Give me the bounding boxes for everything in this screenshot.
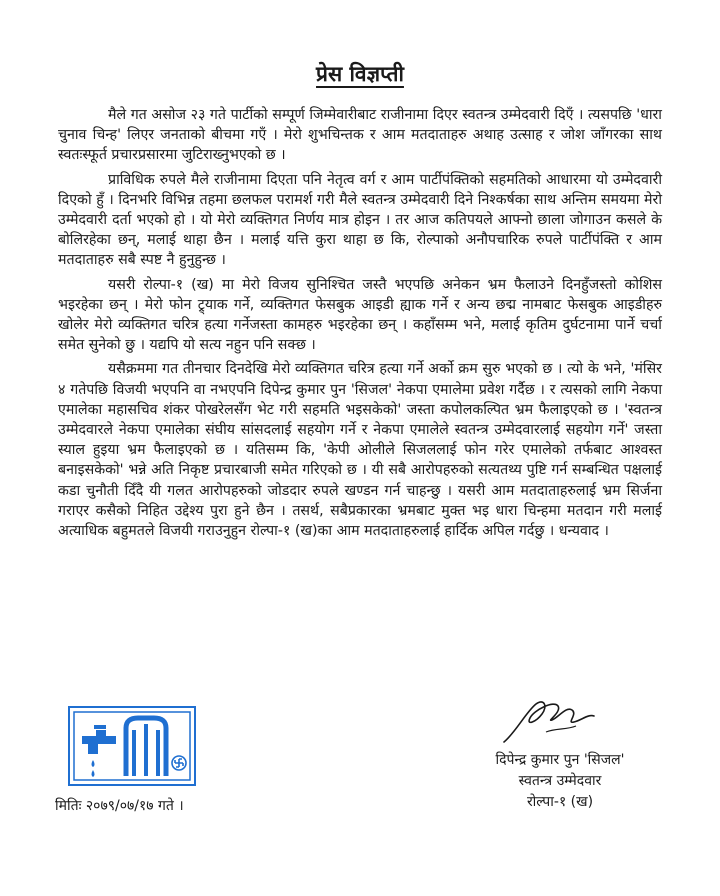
- press-release-body: [58, 105, 662, 545]
- page-title: प्रेस विज्ञप्ती: [316, 62, 404, 86]
- signatory-name: दिपेन्द्र कुमार पुन 'सिजल': [495, 752, 625, 768]
- signatory-constituency: रोल्पा-१ (ख): [526, 794, 594, 810]
- paragraph-3: यसरी रोल्पा-१ (ख) मा मेरो विजय सुनिश्चित जस्तै भएपछि अनेकन भ्रम फैलाउने दिनहुँजस्तो कोशिस भइरहेका छन् । मेरो फोन ट्र्याक गर्ने, व्यक्तिगत फेसबुक आइडी ह्याक गर्ने र अन्य छद्म नामबाट फेसबुक आइडीहरु खोलेर मेरो व्यक्तिगत चरित्र हत्या गर्नेजस्ता कामहरु भइरहेका छन् । कहाँसम्म भने, मलाई कृतिम दुर्घटनामा पार्ने चर्चा समेत सुनेको छु । यद्यपि यो सत्य नहुन पनि सक्छ ।: [58, 276, 662, 354]
- date-line: मितिः २०७९/०७/१७ गते ।: [55, 798, 184, 814]
- signatory-role: स्वतन्त्र उम्मेदवार: [518, 773, 602, 789]
- paragraph-2: प्राविधिक रुपले मैले राजीनामा दिएता पनि नेतृत्व वर्ग र आम पार्टीपंक्तिको सहमतिको आधारमा यो उम्मेदवारी दिएको हुँ । दिनभरि विभिन्न तहमा छलफल परामर्श गरी मैले स्वतन्त्र उम्मेदवारी दिने निश्कर्षका साथ अन्तिम समयमा मेरो उम्मेदवारी दर्ता भएको हो । यो मेरो व्यक्तिगत निर्णय मात्र होइन । तर आज कतिपयले आफ्नो छाला जोगाउन कसले के बोलिरहेका छन्, मलाई थाहा छैन । मलाई यत्ति कुरा थाहा छ कि, रोल्पाको अनौपचारिक रुपले पार्टीपंक्ति र आम मतदाताहरु सबै स्पष्ट नै हुनुहुन्छ ।: [58, 171, 662, 269]
- handwritten-signature-icon: [496, 692, 606, 750]
- signature-block: [440, 750, 680, 813]
- water-tap-symbol-icon: [68, 706, 196, 786]
- paragraph-4: यसैक्रममा गत तीनचार दिनदेखि मेरो व्यक्तिगत चरित्र हत्या गर्ने अर्को क्रम सुरु भएको छ । त्यो के भने, 'मंसिर ४ गतेपछि विजयी भएपनि वा नभएपनि दिपेन्द्र कुमार पुन 'सिजल' नेकपा एमालेमा प्रवेश गर्दैछ । र त्यसको लागि नेकपा एमालेका महासचिव शंकर पोखरेलसँग भेट गरी सहमति भइसकेको' जस्ता कपोलकल्पित भ्रम फैलाइएको छ । 'स्वतन्त्र उम्मेदवारले नेकपा एमालेका संघीय सांसदलाई सहयोग गर्ने र नेकपा एमालेले स्वतन्त्र उम्मेदवारलाई सहयोग गर्ने' जस्ता स्याल हुइया भ्रम फैलाइएको छ । यतिसम्म कि, 'केपी ओलीले सिजललाई फोन गरेर एमालेको तर्फबाट आश्वस्त बनाइसकेको' भन्ने अति निकृष्ट प्रचारबाजी समेत गरिएको छ । यी सबै आरोपहरुको सत्यतथ्य पुष्टि गर्न सम्बन्धित पक्षलाई कडा चुनौती दिँदै यी गलत आरोपहरुको जोडदार रुपले खण्डन गर्न चाहन्छु । यसरी आम मतदाताहरुलाई भ्रम सिर्जना गराएर कसैको निहित उद्देश्य पुरा हुने छैन । तसर्थ, सबैप्रकारका भ्रमबाट मुक्त भइ धारा चिन्हमा मतदान गरी मलाई अत्याधिक बहुमतले विजयी गराउनुहुन रोल्पा-१ (ख)का आम मतदाताहरुलाई हार्दिक अपिल गर्दछु । धन्यवाद ।: [58, 361, 662, 540]
- paragraph-1: मैले गत असोज २३ गते पार्टीको सम्पूर्ण जिम्मेवारीबाट राजीनामा दिएर स्वतन्त्र उम्मेदवारी दिएँ । त्यसपछि 'धारा चुनाव चिन्ह' लिएर जनताको बीचमा गएँ । मेरो शुभचिन्तक र आम मतदाताहरु अथाह उत्साह र जोश जाँगरका साथ स्वतःस्फूर्त प्रचारप्रसारमा जुटिराख्नुभएको छ ।: [58, 107, 662, 164]
